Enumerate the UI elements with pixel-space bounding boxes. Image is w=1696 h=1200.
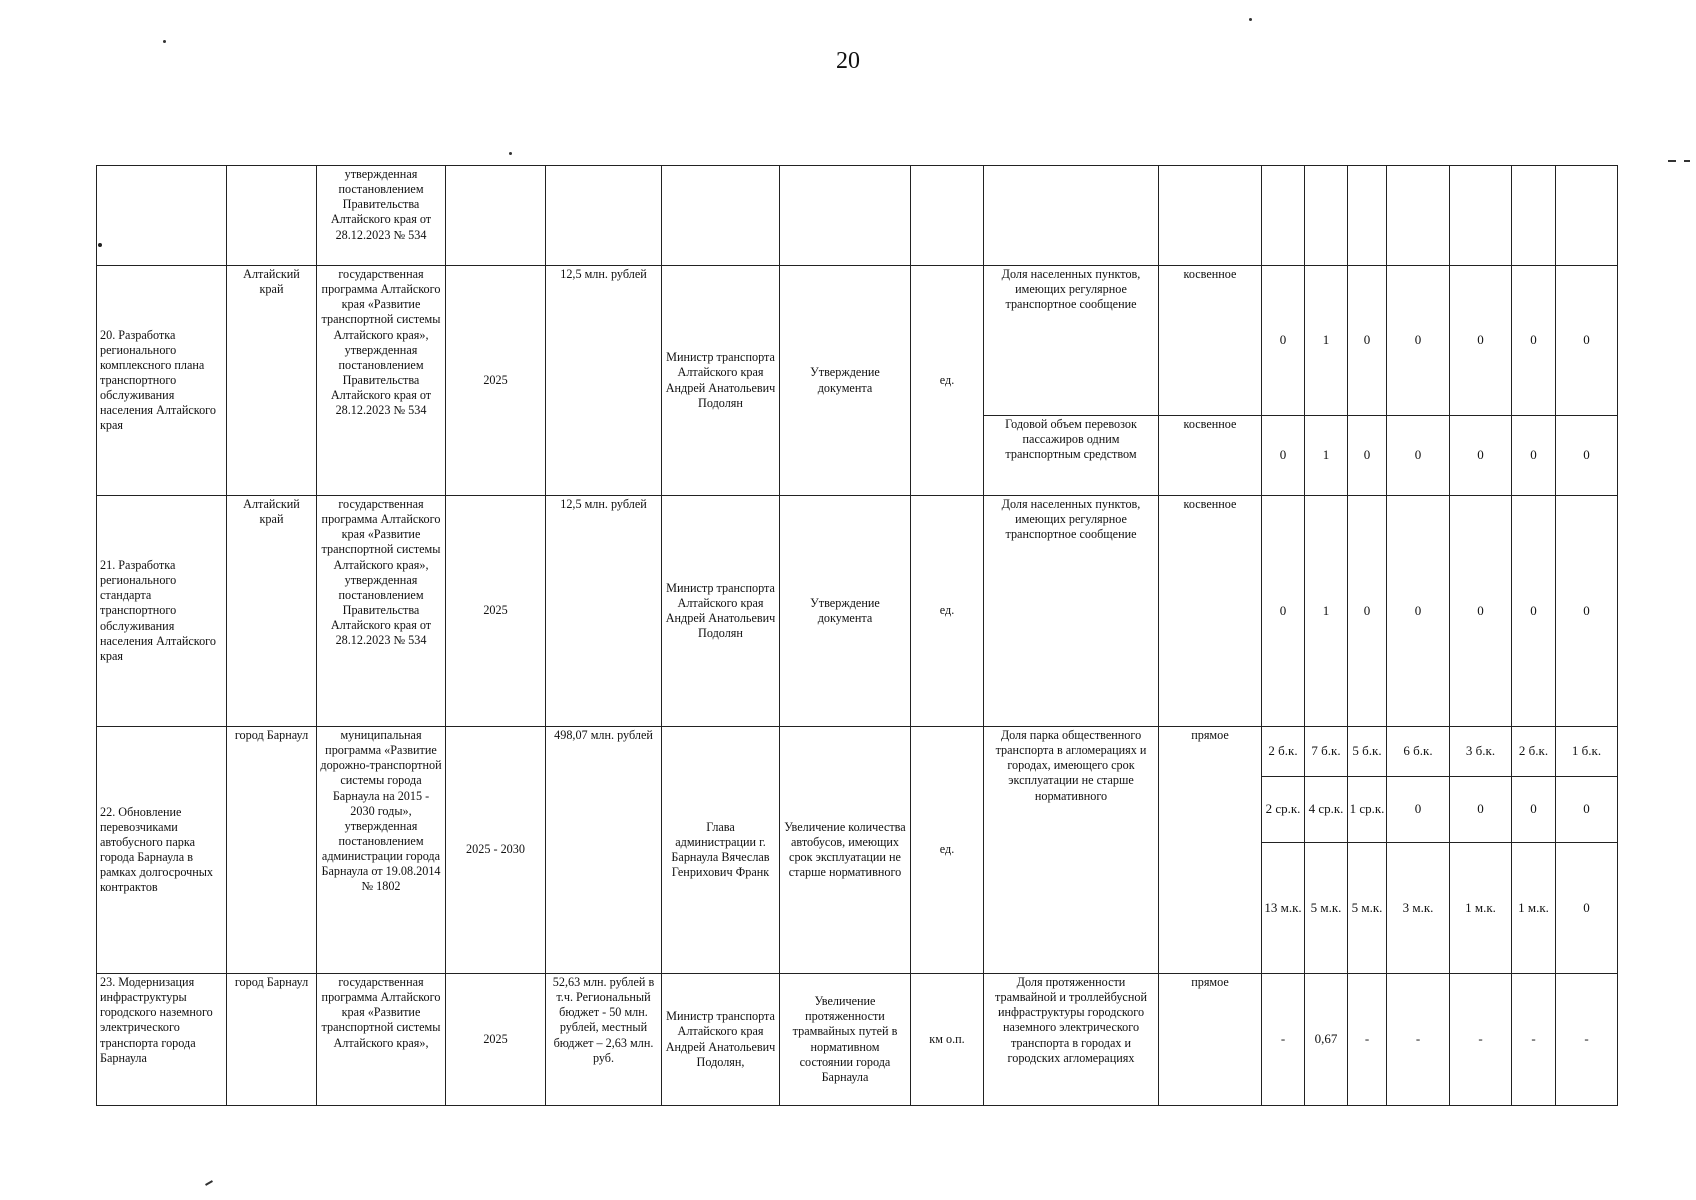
indicator-value: - bbox=[1348, 974, 1387, 1106]
measure-name: 22. Обновление перевозчиками автобусного парка города Барнаула в рамках долгосрочных контрактов bbox=[97, 727, 227, 974]
cell-empty bbox=[780, 166, 911, 266]
indicator-value: - bbox=[1387, 974, 1450, 1106]
indicator-value: 7 б.к. bbox=[1305, 727, 1348, 777]
cell-empty bbox=[984, 166, 1159, 266]
indicator-value: 0 bbox=[1387, 777, 1450, 843]
measure-name: 21. Разработка регионального стандарта транспортного обслуживания населения Алтайского края bbox=[97, 496, 227, 727]
indicator-value: 0 bbox=[1556, 266, 1618, 416]
indicator-value: 0 bbox=[1512, 777, 1556, 843]
measure-funding: 12,5 млн. рублей bbox=[546, 266, 662, 496]
measure-funding: 498,07 млн. рублей bbox=[546, 727, 662, 974]
measure-responsible: Министр транспорта Алтайского края Андрей Анатольевич Подолян, bbox=[662, 974, 780, 1106]
indicator-value: 1 bbox=[1305, 416, 1348, 496]
cell-empty bbox=[1512, 166, 1556, 266]
scan-speck bbox=[1249, 18, 1252, 21]
measure-unit: км о.п. bbox=[911, 974, 984, 1106]
indicator-value: 0 bbox=[1262, 266, 1305, 416]
indicator-value: - bbox=[1262, 974, 1305, 1106]
scan-speck bbox=[163, 40, 166, 43]
measure-responsible: Министр транспорта Алтайского края Андрей Анатольевич Подолян bbox=[662, 266, 780, 496]
indicator-value: 0 bbox=[1387, 496, 1450, 727]
indicator-value: 0 bbox=[1450, 266, 1512, 416]
indicator-value: 0 bbox=[1556, 416, 1618, 496]
measure-result: Увеличение количества автобусов, имеющих срок эксплуатации не старше нормативного bbox=[780, 727, 911, 974]
indicator-value: 1 bbox=[1305, 496, 1348, 727]
indicator-name: Доля населенных пунктов, имеющих регулярное транспортное сообщение bbox=[984, 496, 1159, 727]
measure-program: государственная программа Алтайского края «Развитие транспортной системы Алтайского края», утвержденная постановлением Правительства Алтайского края от 28.12.2023 № 534 bbox=[317, 266, 446, 496]
cell-empty bbox=[97, 166, 227, 266]
indicator-value: 4 ср.к. bbox=[1305, 777, 1348, 843]
indicator-value: 0 bbox=[1556, 777, 1618, 843]
measure-funding: 52,63 млн. рублей в т.ч. Региональный бюджет - 50 млн. рублей, местный бюджет – 2,63 млн. руб. bbox=[546, 974, 662, 1106]
cell-empty bbox=[546, 166, 662, 266]
indicator-name: Годовой объем перевозок пассажиров одним транспортным средством bbox=[984, 416, 1159, 496]
indicator-value: 0 bbox=[1262, 416, 1305, 496]
cell-empty bbox=[1159, 166, 1262, 266]
indicator-value: 0 bbox=[1450, 416, 1512, 496]
indicator-effect: косвенное bbox=[1159, 266, 1262, 416]
measure-funding: 12,5 млн. рублей bbox=[546, 496, 662, 727]
indicator-value: 0 bbox=[1348, 416, 1387, 496]
indicator-value: 2 б.к. bbox=[1512, 727, 1556, 777]
indicator-name: Доля протяженности трамвайной и троллейбусной инфраструктуры городского наземного электрического транспорта в городах и городских агломерациях bbox=[984, 974, 1159, 1106]
indicator-value: 1 м.к. bbox=[1512, 843, 1556, 974]
scan-mark bbox=[205, 1180, 213, 1186]
indicator-value: 1 б.к. bbox=[1556, 727, 1618, 777]
indicator-value: 0 bbox=[1556, 496, 1618, 727]
indicator-value: 2 ср.к. bbox=[1262, 777, 1305, 843]
indicator-effect: прямое bbox=[1159, 974, 1262, 1106]
indicator-value: 5 м.к. bbox=[1305, 843, 1348, 974]
indicator-value: 6 б.к. bbox=[1387, 727, 1450, 777]
cell-empty bbox=[662, 166, 780, 266]
indicator-value: 0 bbox=[1512, 266, 1556, 416]
indicator-value: 13 м.к. bbox=[1262, 843, 1305, 974]
measure-year: 2025 bbox=[446, 266, 546, 496]
measure-name: 23. Модернизация инфраструктуры городского наземного электрического транспорта города Барнаула bbox=[97, 974, 227, 1106]
cell-empty bbox=[446, 166, 546, 266]
scan-mark bbox=[1684, 160, 1690, 162]
indicator-value: 3 м.к. bbox=[1387, 843, 1450, 974]
scan-speck bbox=[509, 152, 512, 155]
indicator-value: 3 б.к. bbox=[1450, 727, 1512, 777]
measure-unit: ед. bbox=[911, 496, 984, 727]
table-row-21 bbox=[97, 496, 1618, 727]
scan-mark bbox=[1668, 160, 1676, 162]
indicator-name: Доля населенных пунктов, имеющих регулярное транспортное сообщение bbox=[984, 266, 1159, 416]
measure-result: Утверждение документа bbox=[780, 266, 911, 496]
table-row-continuation bbox=[97, 166, 1618, 266]
indicator-value: - bbox=[1512, 974, 1556, 1106]
measure-year: 2025 - 2030 bbox=[446, 727, 546, 974]
indicator-effect: косвенное bbox=[1159, 496, 1262, 727]
indicator-value: 1 м.к. bbox=[1450, 843, 1512, 974]
indicator-value: 0 bbox=[1262, 496, 1305, 727]
table-row-20a bbox=[97, 266, 1618, 416]
indicator-value: 0 bbox=[1512, 496, 1556, 727]
cell-empty bbox=[911, 166, 984, 266]
measure-unit: ед. bbox=[911, 727, 984, 974]
cell-empty bbox=[1387, 166, 1450, 266]
measure-program: муниципальная программа «Развитие дорожно-транспортной системы города Барнаула на 2015 - 2030 годы», утвержденная постановлением администрации города Барнаула от 19.08.2014 № 1802 bbox=[317, 727, 446, 974]
measure-result: Утверждение документа bbox=[780, 496, 911, 727]
measure-result: Увеличение протяженности трамвайных путей в нормативном состоянии города Барнаула bbox=[780, 974, 911, 1106]
indicator-value: 0 bbox=[1387, 266, 1450, 416]
measure-name: 20. Разработка регионального комплексного плана транспортного обслуживания населения Алтайского края bbox=[97, 266, 227, 496]
indicator-value: 2 б.к. bbox=[1262, 727, 1305, 777]
measure-year: 2025 bbox=[446, 496, 546, 727]
cell-program-continuation: утвержденная постановлением Правительства Алтайского края от 28.12.2023 № 534 bbox=[317, 166, 446, 266]
cell-empty bbox=[1450, 166, 1512, 266]
measure-program: государственная программа Алтайского края «Развитие транспортной системы Алтайского края», утвержденная постановлением Правительства Алтайского края от 28.12.2023 № 534 bbox=[317, 496, 446, 727]
indicator-value: 1 bbox=[1305, 266, 1348, 416]
indicator-value: 0 bbox=[1348, 266, 1387, 416]
indicator-value: 0 bbox=[1450, 777, 1512, 843]
measure-responsible: Глава администрации г. Барнаула Вячеслав Генрихович Франк bbox=[662, 727, 780, 974]
indicator-value: 5 б.к. bbox=[1348, 727, 1387, 777]
indicator-value: 0,67 bbox=[1305, 974, 1348, 1106]
measure-level: город Барнаул bbox=[227, 727, 317, 974]
indicator-value: 0 bbox=[1556, 843, 1618, 974]
indicator-value: 0 bbox=[1348, 496, 1387, 727]
indicator-value: - bbox=[1450, 974, 1512, 1106]
indicator-name: Доля парка общественного транспорта в агломерациях и городах, имеющего срок эксплуатации не старше нормативного bbox=[984, 727, 1159, 974]
measure-level: Алтайский край bbox=[227, 266, 317, 496]
measure-year: 2025 bbox=[446, 974, 546, 1106]
cell-empty bbox=[227, 166, 317, 266]
cell-empty bbox=[1556, 166, 1618, 266]
cell-empty bbox=[1305, 166, 1348, 266]
table-row-23 bbox=[97, 974, 1618, 1106]
indicator-value: 1 ср.к. bbox=[1348, 777, 1387, 843]
measure-level: город Барнаул bbox=[227, 974, 317, 1106]
measures-table bbox=[96, 165, 1618, 1106]
indicator-value: 0 bbox=[1387, 416, 1450, 496]
indicator-effect: прямое bbox=[1159, 727, 1262, 974]
indicator-value: 0 bbox=[1512, 416, 1556, 496]
measure-program: государственная программа Алтайского края «Развитие транспортной системы Алтайского края», bbox=[317, 974, 446, 1106]
measure-unit: ед. bbox=[911, 266, 984, 496]
measure-level: Алтайский край bbox=[227, 496, 317, 727]
cell-empty bbox=[1262, 166, 1305, 266]
indicator-value: - bbox=[1556, 974, 1618, 1106]
indicator-value: 0 bbox=[1450, 496, 1512, 727]
table-row-22a bbox=[97, 727, 1618, 777]
measure-responsible: Министр транспорта Алтайского края Андрей Анатольевич Подолян bbox=[662, 496, 780, 727]
indicator-value: 5 м.к. bbox=[1348, 843, 1387, 974]
indicator-effect: косвенное bbox=[1159, 416, 1262, 496]
cell-empty bbox=[1348, 166, 1387, 266]
page-number: 20 bbox=[836, 48, 860, 74]
